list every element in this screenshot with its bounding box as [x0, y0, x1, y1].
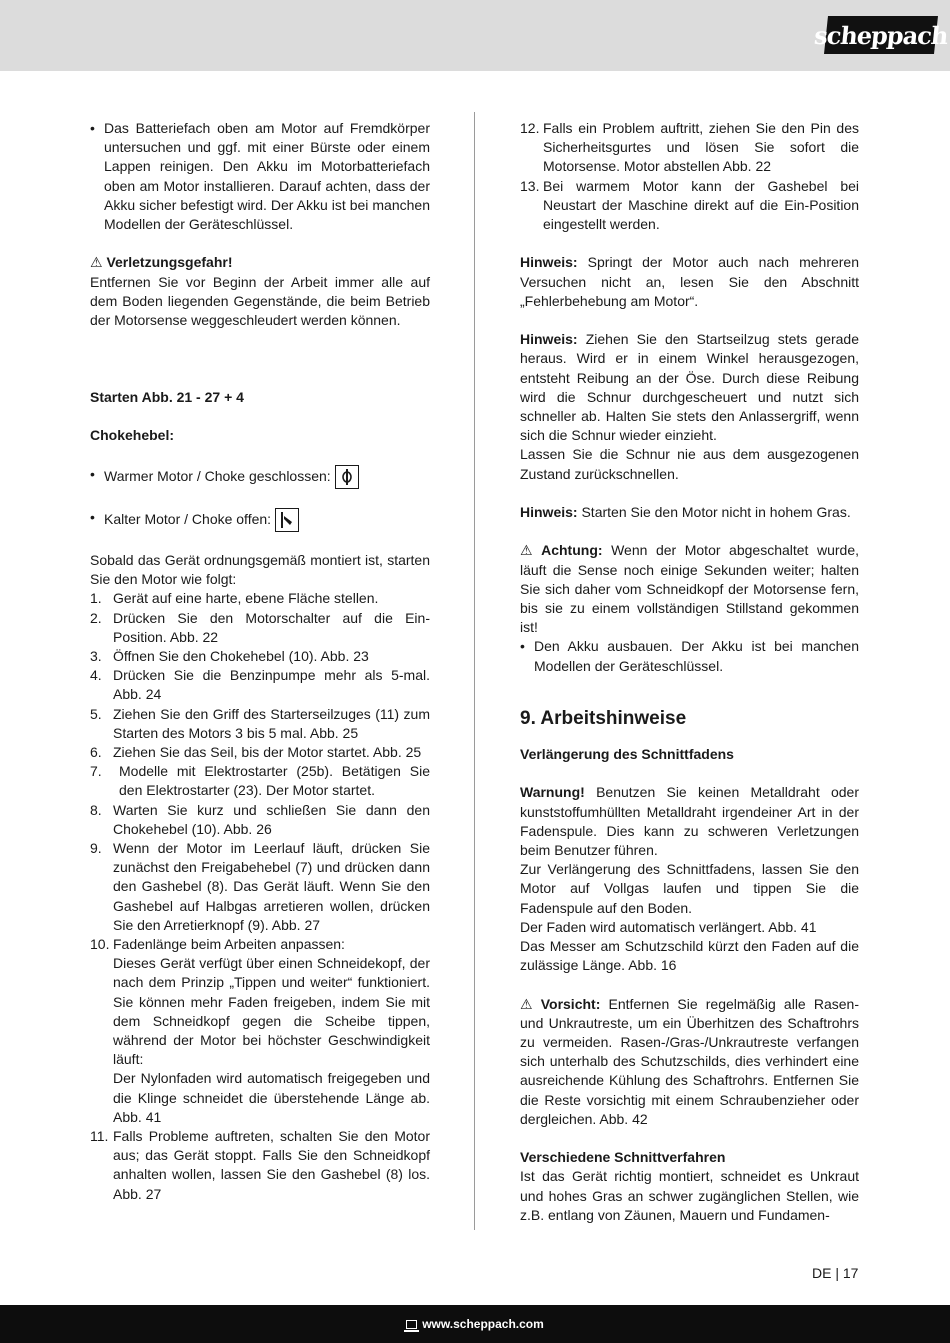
list-item: 5. Ziehen Sie den Griff des Starterseilzuges (11) zum Starten des Motors 3 bis 5 mal. Abb. 25 [90, 705, 430, 741]
list-item: 10. Fadenlänge beim Arbeiten anpassen: Dieses Gerät verfügt über einen Schneidekopf, der nach dem Prinzip „Tippen und weiter“ funktioniert. Sie können mehr Faden freigeben, indem Sie mit dem Schneidkopf gegen die Scheibe tippen, während der Motor bei höchster Geschwindigkeit läuft: Der Nylonfaden wird automatisch freigegeben und die Klinge schneidet die überstehende Länge ab. Abb. 41 [90, 935, 430, 1127]
battery-remove-bullet: • Den Akku ausbauen. Der Akku ist bei manchen Modellen der Geräteschlüssel. [520, 637, 859, 675]
warning-triangle-icon: ⚠ [90, 254, 103, 271]
sub-heading-cutting-methods: Verschiedene Schnittverfahren [520, 1149, 726, 1166]
right-column [520, 119, 859, 1225]
list-item: 2. Drücken Sie den Motorschalter auf die Ein-Position. Abb. 22 [90, 609, 430, 645]
paragraph: Ist das Gerät richtig montiert, schneidet es Unkraut und hohes Gras an schwer zugänglichen Stellen, wie z.B. entlang von Zäunen, Mauern und Fundamen- [520, 1168, 859, 1223]
header-bar [0, 0, 950, 71]
globe-icon [406, 1320, 417, 1329]
start-heading: Starten Abb. 21 - 27 + 4 [90, 388, 244, 405]
choke-closed-label: • Warmer Motor / Choke geschlossen: [104, 467, 331, 484]
paragraph: Der Faden wird automatisch verlängert. Abb. 41 [520, 918, 817, 935]
list-item-extra: Der Nylonfaden wird automatisch freigegeben und die Klinge schneidet die überstehende Länge ab. Abb. 41 [113, 1070, 430, 1125]
list-item: 6. Ziehen Sie das Seil, bis der Motor startet. Abb. 25 [90, 744, 422, 760]
battery-bullet: • Das Batteriefach oben am Motor auf Fremdkörper untersuchen und ggf. mit einer Bürste oder einem Lappen reinigen. Den Akku im Motorbatteriefach oben am Motor installieren. Darauf achten, dass der Akku sicher befestigt wird. Der Akku ist bei manchen Modellen der Geräteschlüssel. [90, 119, 430, 234]
note-starter-rope-b: Lassen Sie die Schnur nie aus dem ausgezogenen Zustand zurückschnellen. [520, 446, 859, 482]
footer-bar [0, 1305, 950, 1343]
injury-text: Entfernen Sie vor Beginn der Arbeit immer alle auf dem Boden liegenden Gegenstände, die beim Betrieb der Motorsense weggeschleudert werden können. [90, 273, 430, 329]
brand-logo: scheppach [824, 16, 938, 54]
section-title: 9. Arbeitshinweise [520, 708, 687, 730]
list-item: 7. Modelle mit Elektrostarter (25b). Betätigen Sie den Elektrostarter (23). Der Motor startet. [90, 763, 430, 799]
note-engine: Hinweis: Springt der Motor auch nach mehreren Versuchen nicht an, lesen Sie den Abschnitt „Fehlerbehebung am Motor“. [520, 254, 860, 309]
sub-heading-line-extension: Verlängerung des Schnittfadens [520, 746, 734, 763]
choke-heading: Chokehebel: [90, 427, 175, 444]
left-column [90, 119, 430, 1204]
website-link[interactable]: www.scheppach.com [422, 1317, 544, 1331]
injury-heading [90, 253, 430, 272]
choke-open-label: • Kalter Motor / Choke offen: [104, 511, 272, 528]
choke-open-item [90, 508, 430, 532]
warning-triangle-icon: ⚠ [520, 995, 533, 1012]
choke-open-icon [275, 508, 299, 532]
choke-closed-icon [335, 465, 359, 489]
list-item: 8. Warten Sie kurz und schließen Sie dann den Chokehebel (10). Abb. 26 [90, 801, 430, 837]
paragraph: Das Messer am Schutzschild kürzt den Faden auf die zulässige Länge. Abb. 16 [520, 938, 859, 974]
list-item: 12. Falls ein Problem auftritt, ziehen Sie den Pin des Sicherheitsgurtes und lösen Sie sofort die Motorsense. Motor abstellen Abb. 22 [520, 120, 859, 175]
note-high-grass: Hinweis: Starten Sie den Motor nicht in hohem Gras. [520, 504, 851, 521]
list-item: 9. Wenn der Motor im Leerlauf läuft, drücken Sie zunächst den Freigabehebel (7) und drücken dann den Gashebel (8). Das Gerät läuft. Wenn Sie den Gashebel auf Halbgas arretieren wollen, drücken Sie den Arretierknopf (9). Abb. 27 [90, 840, 430, 933]
start-intro: Sobald das Gerät ordnungsgemäß montiert ist, starten Sie den Motor wie folgt: [90, 551, 430, 588]
list-item: 1. Gerät auf eine harte, ebene Fläche stellen. [90, 590, 379, 607]
list-item: 11. Falls Probleme auftreten, schalten Sie den Motor aus; das Gerät stoppt. Falls Sie den Schneidkopf anhalten wollen, lassen Sie den Gashebel (8) los. Abb. 27 [90, 1128, 430, 1202]
list-item: 3. Öffnen Sie den Chokehebel (10). Abb. 23 [90, 647, 369, 664]
warning-triangle-icon: ⚠ [520, 542, 533, 559]
attention-paragraph: ⚠ Achtung: Wenn der Motor abgeschaltet wurde, läuft die Sense noch einige Sekunden weiter; halten Sie sich daher vom Schneidkopf der Motorsense fern, bis sie zu einem vollständigen Stillstand gekommen ist! [520, 542, 860, 636]
column-divider [474, 112, 475, 1230]
choke-closed-item [90, 465, 430, 489]
list-item: 4. Drücken Sie die Benzinpumpe mehr als 5-mal. Abb. 24 [90, 667, 430, 703]
injury-heading-text: Verletzungsgefahr! [106, 254, 233, 271]
list-item-extra: Dieses Gerät verfügt über einen Schneidekopf, der nach dem Prinzip „Tippen und weiter“ funktioniert. Sie können mehr Faden freigeben, indem Sie mit dem Schneidkopf gegen die Scheibe tippen, während der Motor bei höchster Geschwindigkeit läuft: [113, 955, 430, 1068]
list-item: 13. Bei warmem Motor kann der Gashebel bei Neustart der Maschine direkt auf die Ein-Position eingestellt werden. [520, 177, 859, 233]
page-number: DE | 17 [812, 1265, 859, 1281]
note-starter-rope: Hinweis: Ziehen Sie den Startseilzug stets gerade heraus. Wird er in einem Winkel herausgezogen, entsteht Reibung an der Öse. Durch diese Reibung wird die Schnur durchgescheuert und nutzt sich schneller ab. Halten Sie stets den Anlassergriff, wenn sich die Schnur wieder einzieht. [520, 331, 859, 444]
warning-paragraph: Warnung! Benutzen Sie keinen Metalldraht oder kunststoffumhüllten Metalldraht irgendeiner Art in der Fadenspule. Dies kann zu schweren Verletzungen beim Benutzer führen. [520, 784, 860, 859]
caution-paragraph: ⚠ Vorsicht: Entfernen Sie regelmäßig alle Rasen- und Unkrautreste, um ein Überhitzen des Schaftrohrs zu vermeiden. Rasen-/Gras-/Unkrautreste verfangen sich unterhalb des Schutzschilds, dies verhindert eine ausreichende Kühlung des Schaftrohrs. Entfernen Sie die Reste vorsichtig mit einem Schraubenzieher oder dergleichen. Abb. 42 [520, 995, 860, 1127]
paragraph: Zur Verlängerung des Schnittfadens, lassen Sie den Motor auf Vollgas laufen und tippen Sie die Fadenspule auf den Boden. [520, 861, 859, 916]
